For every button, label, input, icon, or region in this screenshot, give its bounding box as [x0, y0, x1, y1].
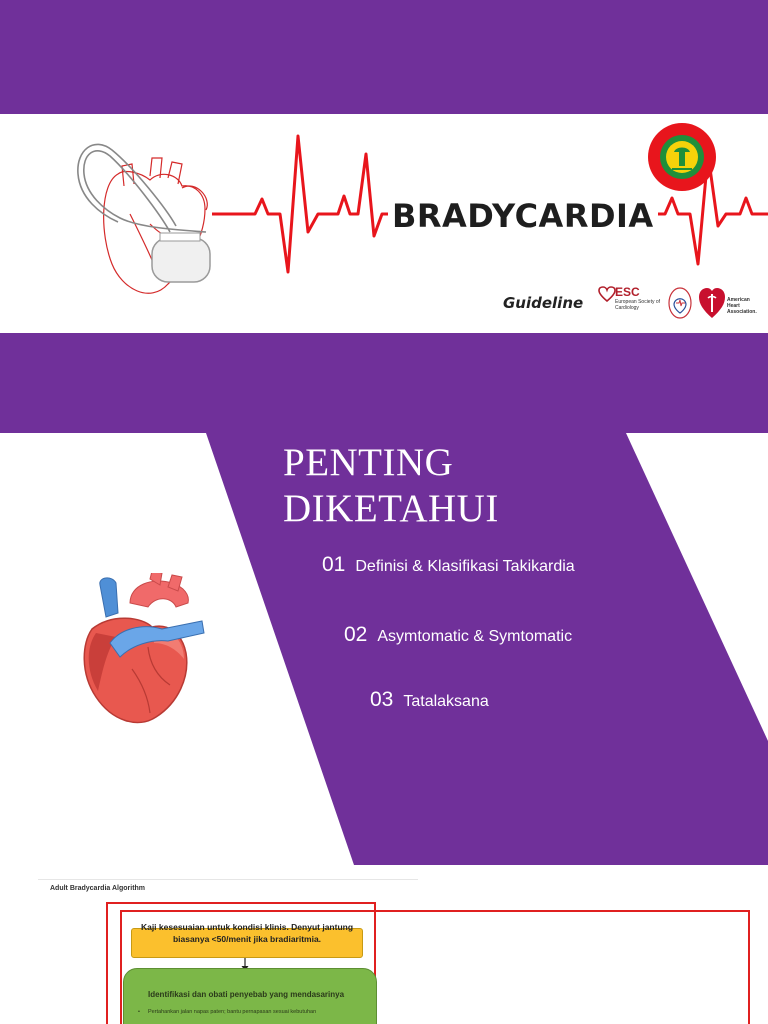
esc-name: ESC — [615, 285, 640, 299]
esc-subtitle: European Society of Cardiology — [615, 299, 661, 311]
guideline-label: Guideline — [503, 294, 584, 312]
algorithm-header-divider — [38, 879, 418, 880]
agenda-item — [322, 553, 575, 577]
ppni-logo-icon — [647, 122, 717, 192]
esc-logo — [598, 286, 664, 320]
identify-cause-title: Identifikasi dan obati penyebab yang mendasarinya — [148, 990, 345, 999]
pacemaker-lead-icon — [78, 144, 206, 232]
identify-cause-bullet-text: Pertahankan jalan napas paten; bantu pernapasan sesuai kebutuhan — [147, 1009, 317, 1015]
agenda-item — [344, 623, 572, 647]
agenda-item-number: 01 — [322, 553, 346, 576]
agenda-item-label: Asymtomatic & Symtomatic — [377, 628, 573, 645]
bottom-purple-band — [0, 333, 768, 433]
algorithm-title: Adult Bradycardia Algorithm — [50, 885, 146, 892]
agenda-heading-line1: PENTING — [283, 441, 454, 484]
agenda-heading-line2: DIKETAHUI — [283, 487, 499, 530]
pacemaker-device-icon — [152, 238, 210, 282]
agenda-heading — [283, 440, 499, 532]
aha-subtitle: American Heart Association. — [727, 297, 757, 315]
aha-heart-torch-icon — [698, 284, 726, 320]
agenda-item-label: Definisi & Klasifikasi Takikardia — [355, 558, 575, 575]
bullet-dot-icon: • — [138, 1009, 140, 1015]
anatomical-heart-icon — [72, 573, 212, 729]
agenda-item-number: 03 — [370, 688, 394, 711]
aha-logo — [698, 284, 762, 320]
agenda-slide — [0, 433, 768, 865]
agenda-item-number: 02 — [344, 623, 368, 646]
identify-cause-bullet — [138, 1008, 348, 1016]
top-purple-band — [0, 0, 768, 114]
cardiology-society-logo-icon — [667, 286, 693, 320]
slide-title: BRADYCARDIA — [388, 194, 658, 238]
title-banner — [0, 114, 768, 333]
esc-heart-icon — [598, 286, 616, 302]
agenda-item — [370, 688, 489, 712]
algorithm-slide — [0, 865, 768, 1024]
title-slide — [0, 0, 768, 433]
assess-clinical-text: Kaji kesesuaian untuk kondisi klinis. Denyut jantung biasanya <50/menit jika bradiaritmia. — [140, 922, 354, 944]
agenda-item-label: Tatalaksana — [403, 693, 489, 710]
